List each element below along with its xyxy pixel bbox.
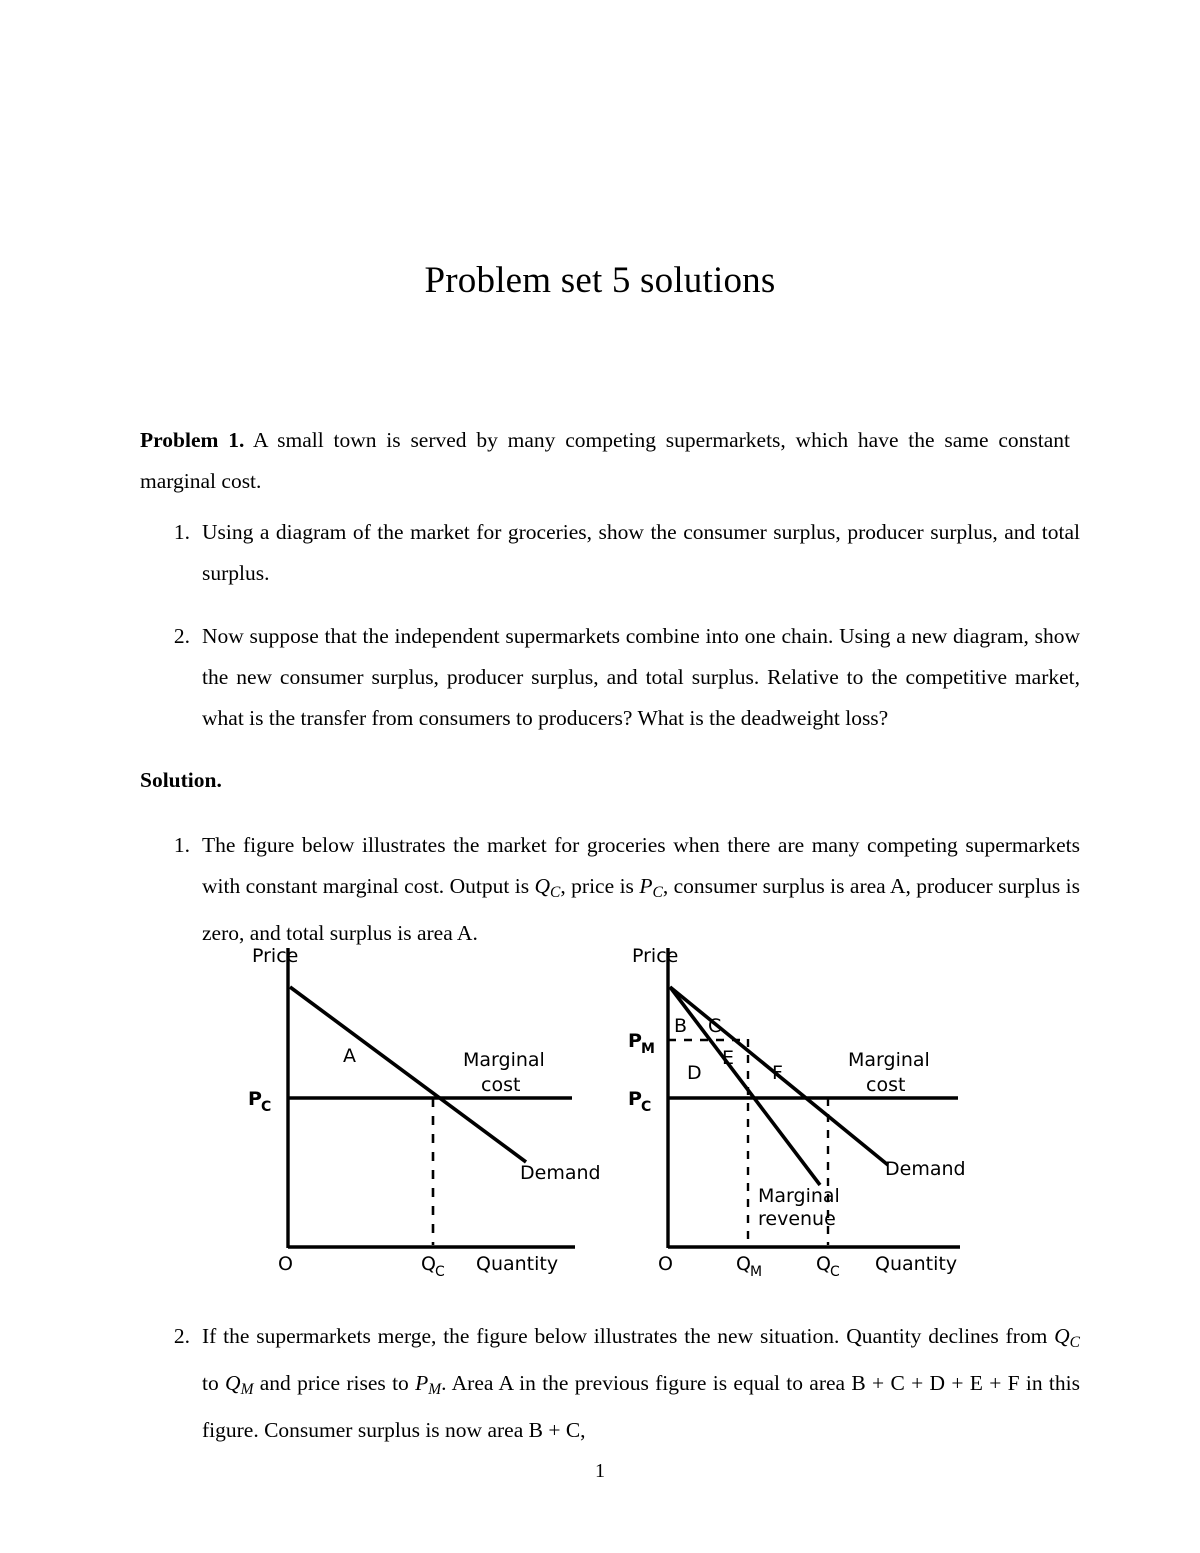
list-item-number: 1. [173, 520, 190, 544]
list-item [160, 1316, 1080, 1451]
symbol-qm: Q [225, 1370, 241, 1395]
solution-text-c: , consumer surplus is area A, producer surplus is zero, and total surplus is area A. [202, 874, 1080, 945]
list-item [160, 616, 1080, 739]
symbol-qc: Q [534, 874, 551, 898]
right-pm-label: P [628, 1030, 642, 1052]
left-marginal-cost-label-line1: Marginal [463, 1049, 545, 1071]
right-area-label-b: B [674, 1015, 688, 1037]
page-title: Problem set 5 solutions [424, 259, 776, 301]
right-pc-label: P [628, 1088, 642, 1110]
right-demand-label: Demand [885, 1158, 966, 1180]
solution2-text-c: and price rises to [253, 1370, 416, 1395]
right-area-label-d: D [687, 1062, 702, 1084]
left-qc-label: Q [421, 1253, 436, 1275]
list-item-number: 1. [173, 833, 190, 857]
right-marginal-revenue-curve [670, 987, 820, 1185]
problem-statement-text: A small town is served by many competing supermarkets, which have the same constant marginal cost. [140, 428, 1071, 493]
left-area-label-a: A [343, 1045, 356, 1067]
left-marginal-cost-label-line2: cost [481, 1074, 521, 1096]
solution-list-part2 [160, 1316, 1080, 1451]
problem-question-list [160, 512, 1080, 739]
page-number: 1 [595, 1460, 605, 1482]
right-area-label-e: E [722, 1047, 735, 1069]
right-panel-monopoly [628, 945, 966, 1280]
solution2-text-d: . Area A in the previous figure is equal to area B + C + D + E + F in this figure. Consumer surplus is now area B + C, [202, 1370, 1080, 1442]
right-x-axis-label: Quantity [875, 1253, 958, 1275]
right-qm-label: Q [736, 1253, 751, 1275]
symbol-pc-sub: C [652, 883, 663, 901]
right-qc-label-sub: C [830, 1264, 840, 1280]
right-origin-label: O [658, 1253, 673, 1275]
list-item-number: 2. [173, 1324, 190, 1348]
right-marginal-revenue-label-line2: revenue [758, 1208, 836, 1230]
left-price-label: P [248, 1088, 262, 1110]
symbol-qc-sub: C [550, 883, 561, 901]
symbol-qc: Q [1054, 1324, 1070, 1348]
list-item-text: Now suppose that the independent supermarkets combine into one chain. Using a new diagram, show the new consumer surplus, producer surplus, and total surplus. Relative to the competitive market, what is the transfer from consumers to producers? What is the deadweight loss? [202, 624, 1080, 730]
right-qm-label-sub: M [750, 1264, 763, 1280]
right-pm-label-sub: M [641, 1041, 655, 1057]
solution-heading [140, 760, 1070, 801]
symbol-qc-sub: C [1069, 1333, 1080, 1351]
symbol-pm: P [415, 1370, 429, 1395]
problem-statement [140, 420, 1070, 502]
right-marginal-cost-label-line1: Marginal [848, 1049, 930, 1071]
right-pc-label-sub: C [641, 1099, 652, 1115]
symbol-pc: P [639, 874, 653, 898]
symbol-qm-sub: M [240, 1380, 254, 1398]
list-item-text: Using a diagram of the market for groceries, show the consumer surplus, producer surplus, and total surplus. [202, 520, 1080, 585]
left-demand-label: Demand [520, 1162, 601, 1184]
list-item-number: 2. [173, 624, 190, 648]
left-origin-label: O [278, 1253, 293, 1275]
figure-svg [230, 940, 990, 1285]
right-qc-label: Q [816, 1253, 831, 1275]
left-y-axis-label: Price [252, 945, 299, 967]
solution-list-part1 [160, 825, 1080, 954]
list-item [160, 512, 1080, 594]
right-area-label-c: C [708, 1015, 722, 1037]
left-qc-label-sub: C [435, 1264, 445, 1280]
right-marginal-revenue-label-line1: Marginal [758, 1185, 840, 1207]
left-price-label-sub: C [261, 1099, 272, 1115]
solution-heading-text: Solution. [140, 768, 222, 792]
solution2-text-b: to [202, 1370, 226, 1395]
solution-text-b: , price is [560, 874, 640, 898]
problem-lead: Problem 1. [140, 428, 245, 452]
right-area-label-f: F [772, 1062, 783, 1084]
left-x-axis-label: Quantity [476, 1253, 559, 1275]
figure-supply-demand-diagrams [230, 940, 990, 1285]
solution2-text-a: If the supermarkets merge, the figure below illustrates the new situation. Quantity declines from [202, 1324, 1055, 1348]
right-marginal-cost-label-line2: cost [866, 1074, 906, 1096]
right-y-axis-label: Price [632, 945, 679, 967]
solution-text-a: The figure below illustrates the market for groceries when there are many competing supermarkets with constant marginal cost. Output is [202, 833, 1080, 898]
list-item [160, 825, 1080, 954]
symbol-pm-sub: M [428, 1380, 442, 1398]
left-panel-competitive [248, 945, 601, 1280]
